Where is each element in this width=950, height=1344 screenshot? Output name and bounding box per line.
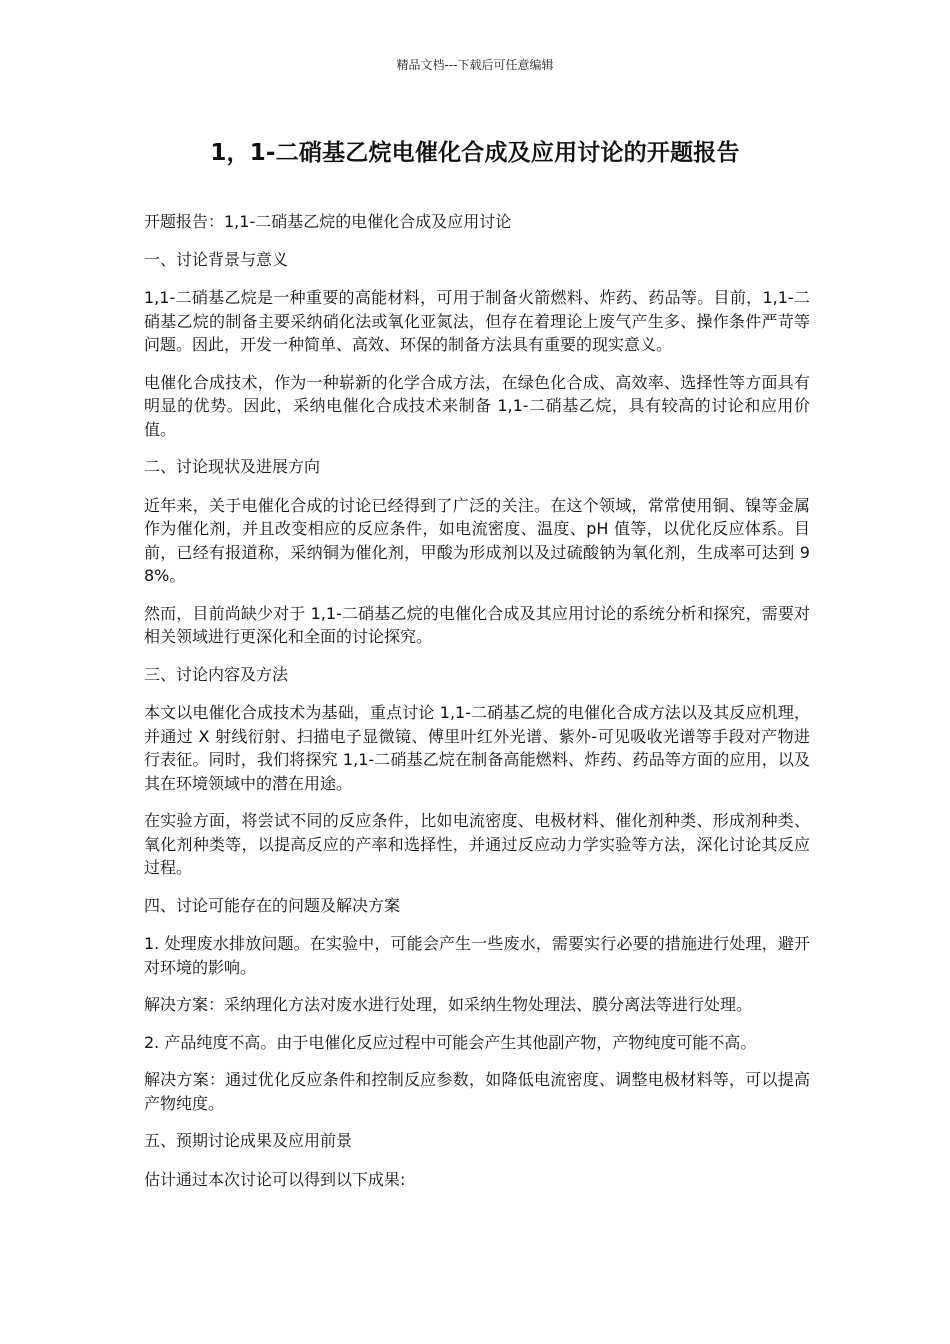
list-item-problem-2: 2. 产品纯度不高。由于电催化反应过程中可能会产生其他副产物，产物纯度可能不高。	[144, 1032, 757, 1052]
section-heading-1: 一、讨论背景与意义	[144, 249, 289, 269]
section-heading-5: 五、预期讨论成果及应用前景	[144, 1131, 353, 1150]
solution-paragraph: 解决方案：通过优化反应条件和控制反应参数，如降低电流密度、调整电极材料等，可以提高产物纯度。	[144, 1070, 810, 1113]
paragraph: 估计通过本次讨论可以得到以下成果:	[144, 1169, 406, 1189]
document-body	[144, 210, 810, 1205]
document-title: 1，1-二硝基乙烷电催化合成及应用讨论的开题报告	[210, 140, 740, 166]
section-heading-4: 四、讨论可能存在的问题及解决方案	[144, 895, 401, 915]
report-subtitle: 开题报告：1,1-二硝基乙烷的电催化合成及应用讨论	[144, 212, 512, 231]
paragraph: 然而，目前尚缺少对于 1,1-二硝基乙烷的电催化合成及其应用讨论的系统分析和探究，需要对相关领域进行更深化和全面的讨论探究。	[144, 603, 810, 646]
solution-paragraph: 解决方案：采纳理化方法对废水进行处理，如采纳生物处理法、膜分离法等进行处理。	[144, 995, 753, 1014]
paragraph: 电催化合成技术，作为一种崭新的化学合成方法，在绿色化合成、高效率、选择性等方面具有明显的优势。因此，采纳电催化合成技术来制备 1,1-二硝基乙烷，具有较高的讨论和应用价值。	[144, 372, 810, 439]
section-heading-3: 三、讨论内容及方法	[144, 664, 289, 684]
list-item-problem-1: 1. 处理废水排放问题。在实验中，可能会产生一些废水，需要实行必要的措施进行处理，避开对环境的影响。	[144, 934, 810, 977]
paragraph: 1,1-二硝基乙烷是一种重要的高能材料，可用于制备火箭燃料、炸药、药品等。目前，1,1-二硝基乙烷的制备主要采纳硝化法或氧化亚氮法，但存在着理论上废气产生多、操作条件严苛等问题。因此，开发一种简单、高效、环保的制备方法具有重要的现实意义。	[144, 288, 810, 354]
page-header: 精品文档---下载后可任意编辑	[396, 58, 554, 72]
paragraph: 本文以电催化合成技术为基础，重点讨论 1,1-二硝基乙烷的电催化合成方法以及其反应机理，并通过 X 射线衍射、扫描电子显微镜、傅里叶红外光谱、紫外-可见吸收光谱等手段对产物进行表征。同时，我们将探究 1,1-二硝基乙烷在制备高能燃料、炸药、药品等方面的应用，以及其在环境领域中的潜在用途。	[144, 703, 810, 793]
section-heading-2: 二、讨论现状及进展方向	[144, 457, 321, 476]
paragraph: 在实验方面，将尝试不同的反应条件，比如电流密度、电极材料、催化剂种类、形成剂种类、氧化剂种类等，以提高反应的产率和选择性，并通过反应动力学实验等方法，深化讨论其反应过程。	[144, 811, 810, 877]
paragraph: 近年来，关于电催化合成的讨论已经得到了广泛的关注。在这个领域，常常使用铜、镍等金属作为催化剂，并且改变相应的反应条件，如电流密度、温度、pH 值等，以优化反应体系。目前，已经有报道称，采纳铜为催化剂，甲酸为形成剂以及过硫酸钠为氧化剂，生成率可达到 98%。	[144, 495, 810, 585]
